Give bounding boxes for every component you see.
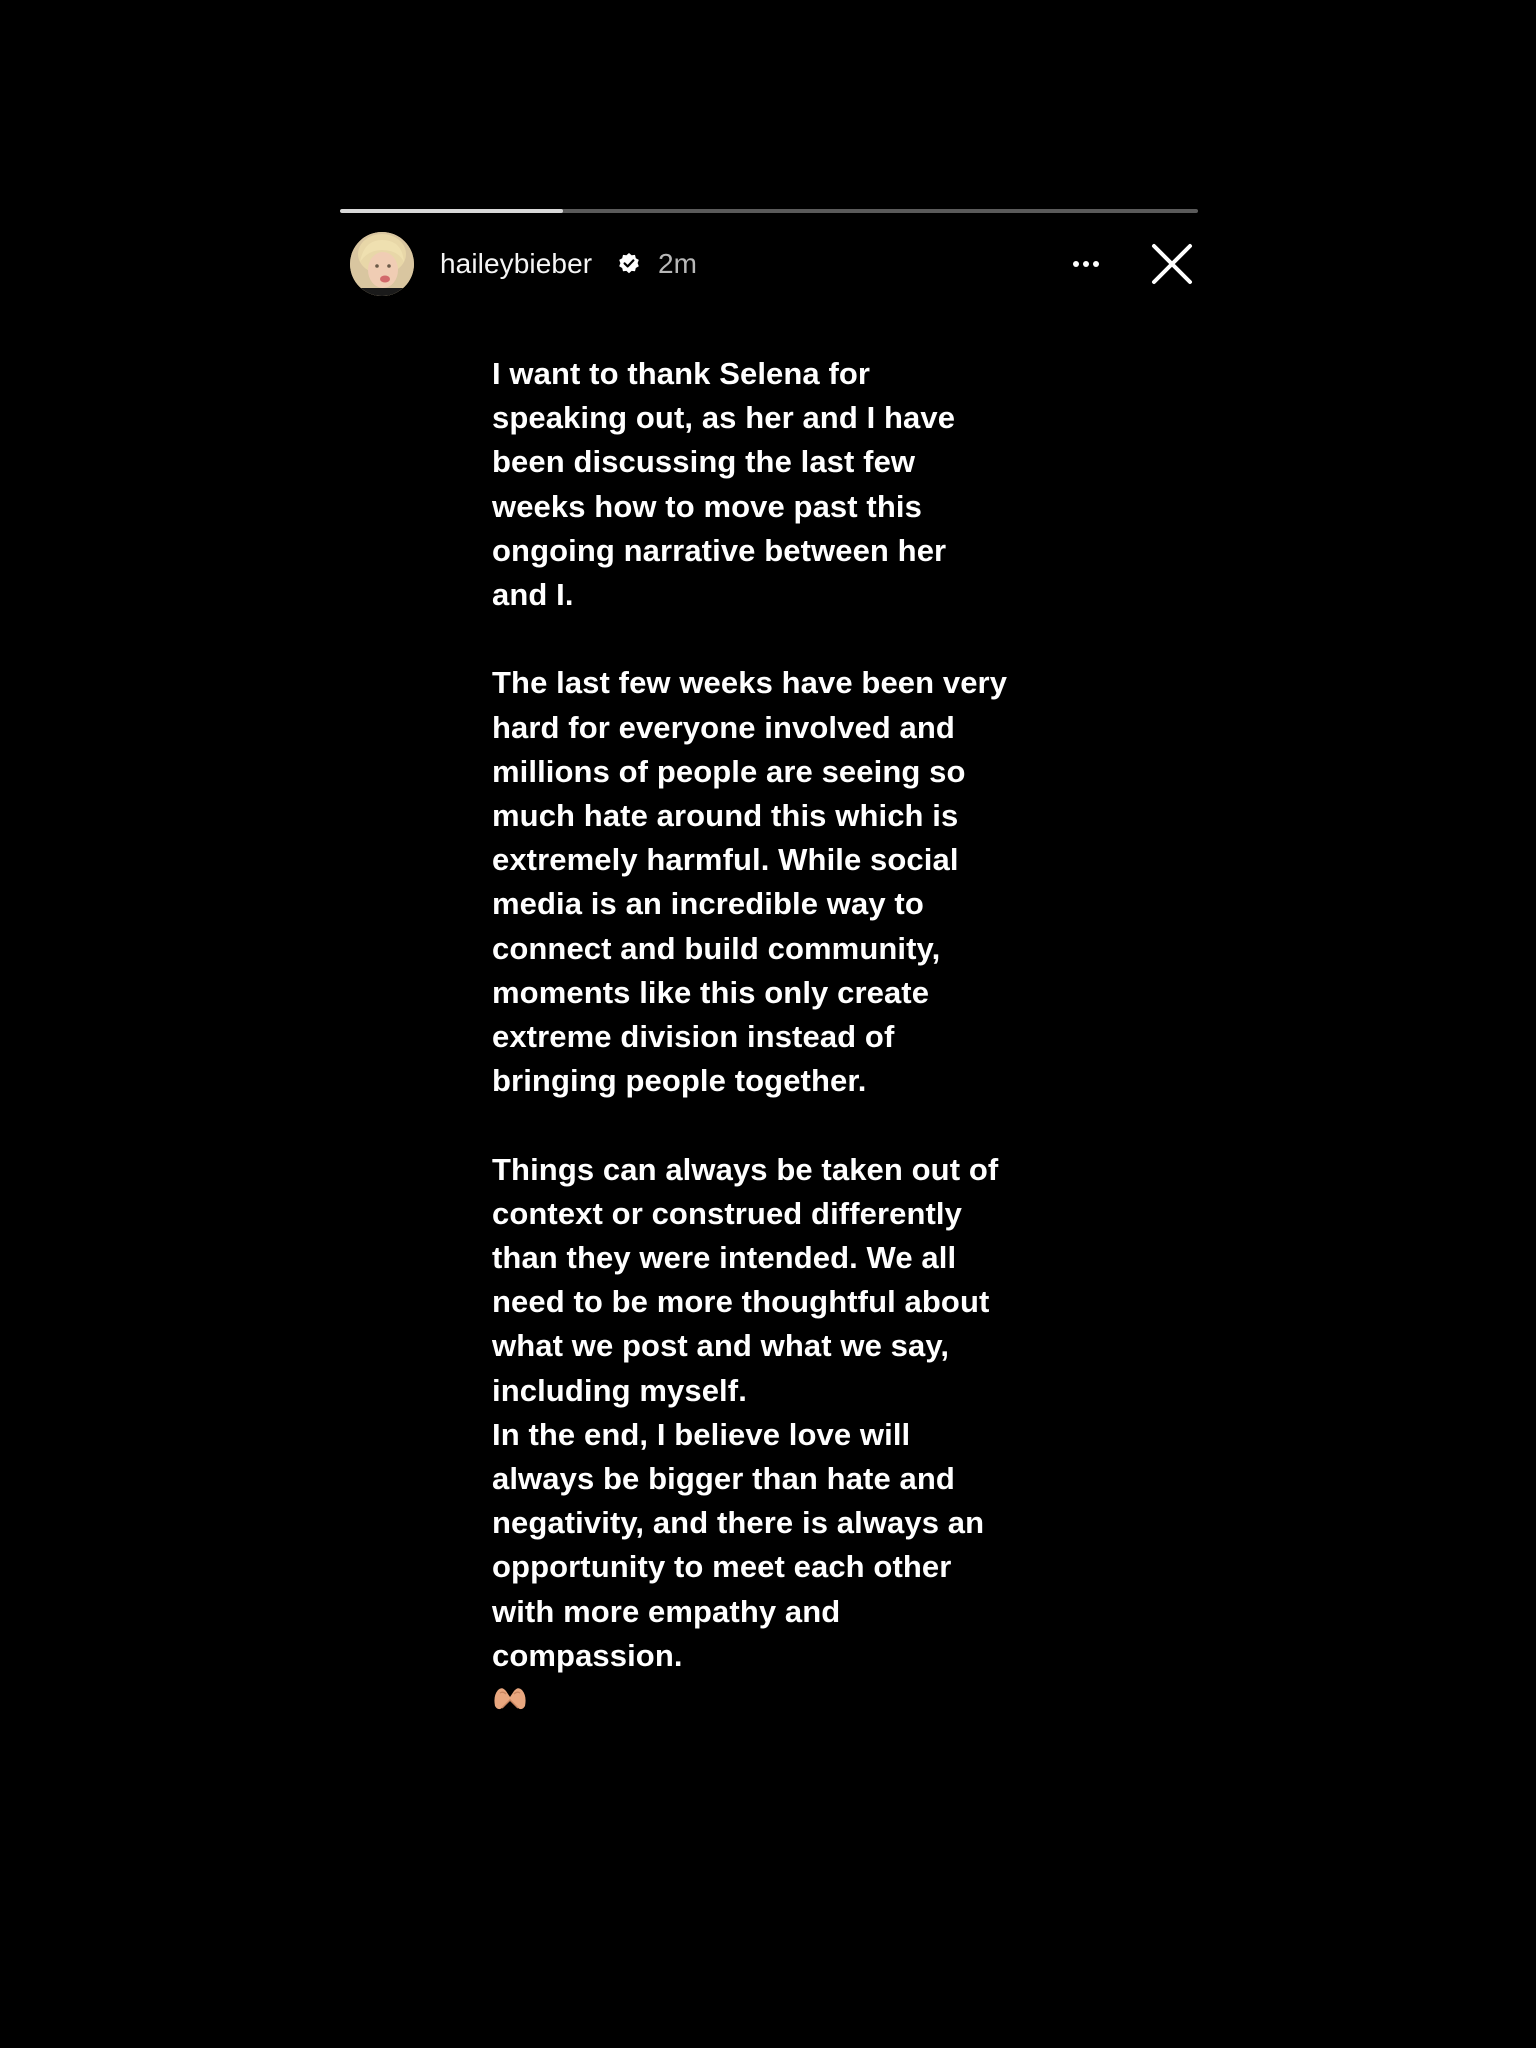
close-button[interactable] <box>1148 240 1196 288</box>
story-text-content <box>492 352 1092 1726</box>
heart-hands-icon <box>492 1682 528 1712</box>
username[interactable]: haileybieber <box>440 248 593 279</box>
story-paragraph: I want to thank Selena for speaking out, as her and I have been discussing the last few weeks how to move past this ongoing narrative between her and I. <box>492 356 956 613</box>
story-progress-fill <box>340 209 563 213</box>
post-timestamp: 2m <box>658 248 697 279</box>
story-header <box>340 228 1198 300</box>
close-icon <box>1148 240 1196 288</box>
avatar[interactable] <box>350 232 414 296</box>
more-options-icon <box>1073 261 1079 267</box>
story-paragraph: Things can always be taken out of context or construed differently than they were intended. We all need to be more thoughtful about what we post and what we say, including myself. In the end, I believe love will always be bigger than hate and negativity, and there is always an opportunity to meet each other with more empathy and compassion. <box>492 1151 999 1673</box>
story-paragraph: The last few weeks have been very hard for everyone involved and millions of people are seeing so much hate around this which is extremely harmful. While social media is an incredible way to connect and build community, moments like this only create extreme division instead of bringing people together. <box>492 665 1008 1099</box>
verified-badge-icon <box>617 252 641 276</box>
more-options-button[interactable] <box>1064 246 1108 282</box>
story-progress-bar <box>340 209 1198 213</box>
